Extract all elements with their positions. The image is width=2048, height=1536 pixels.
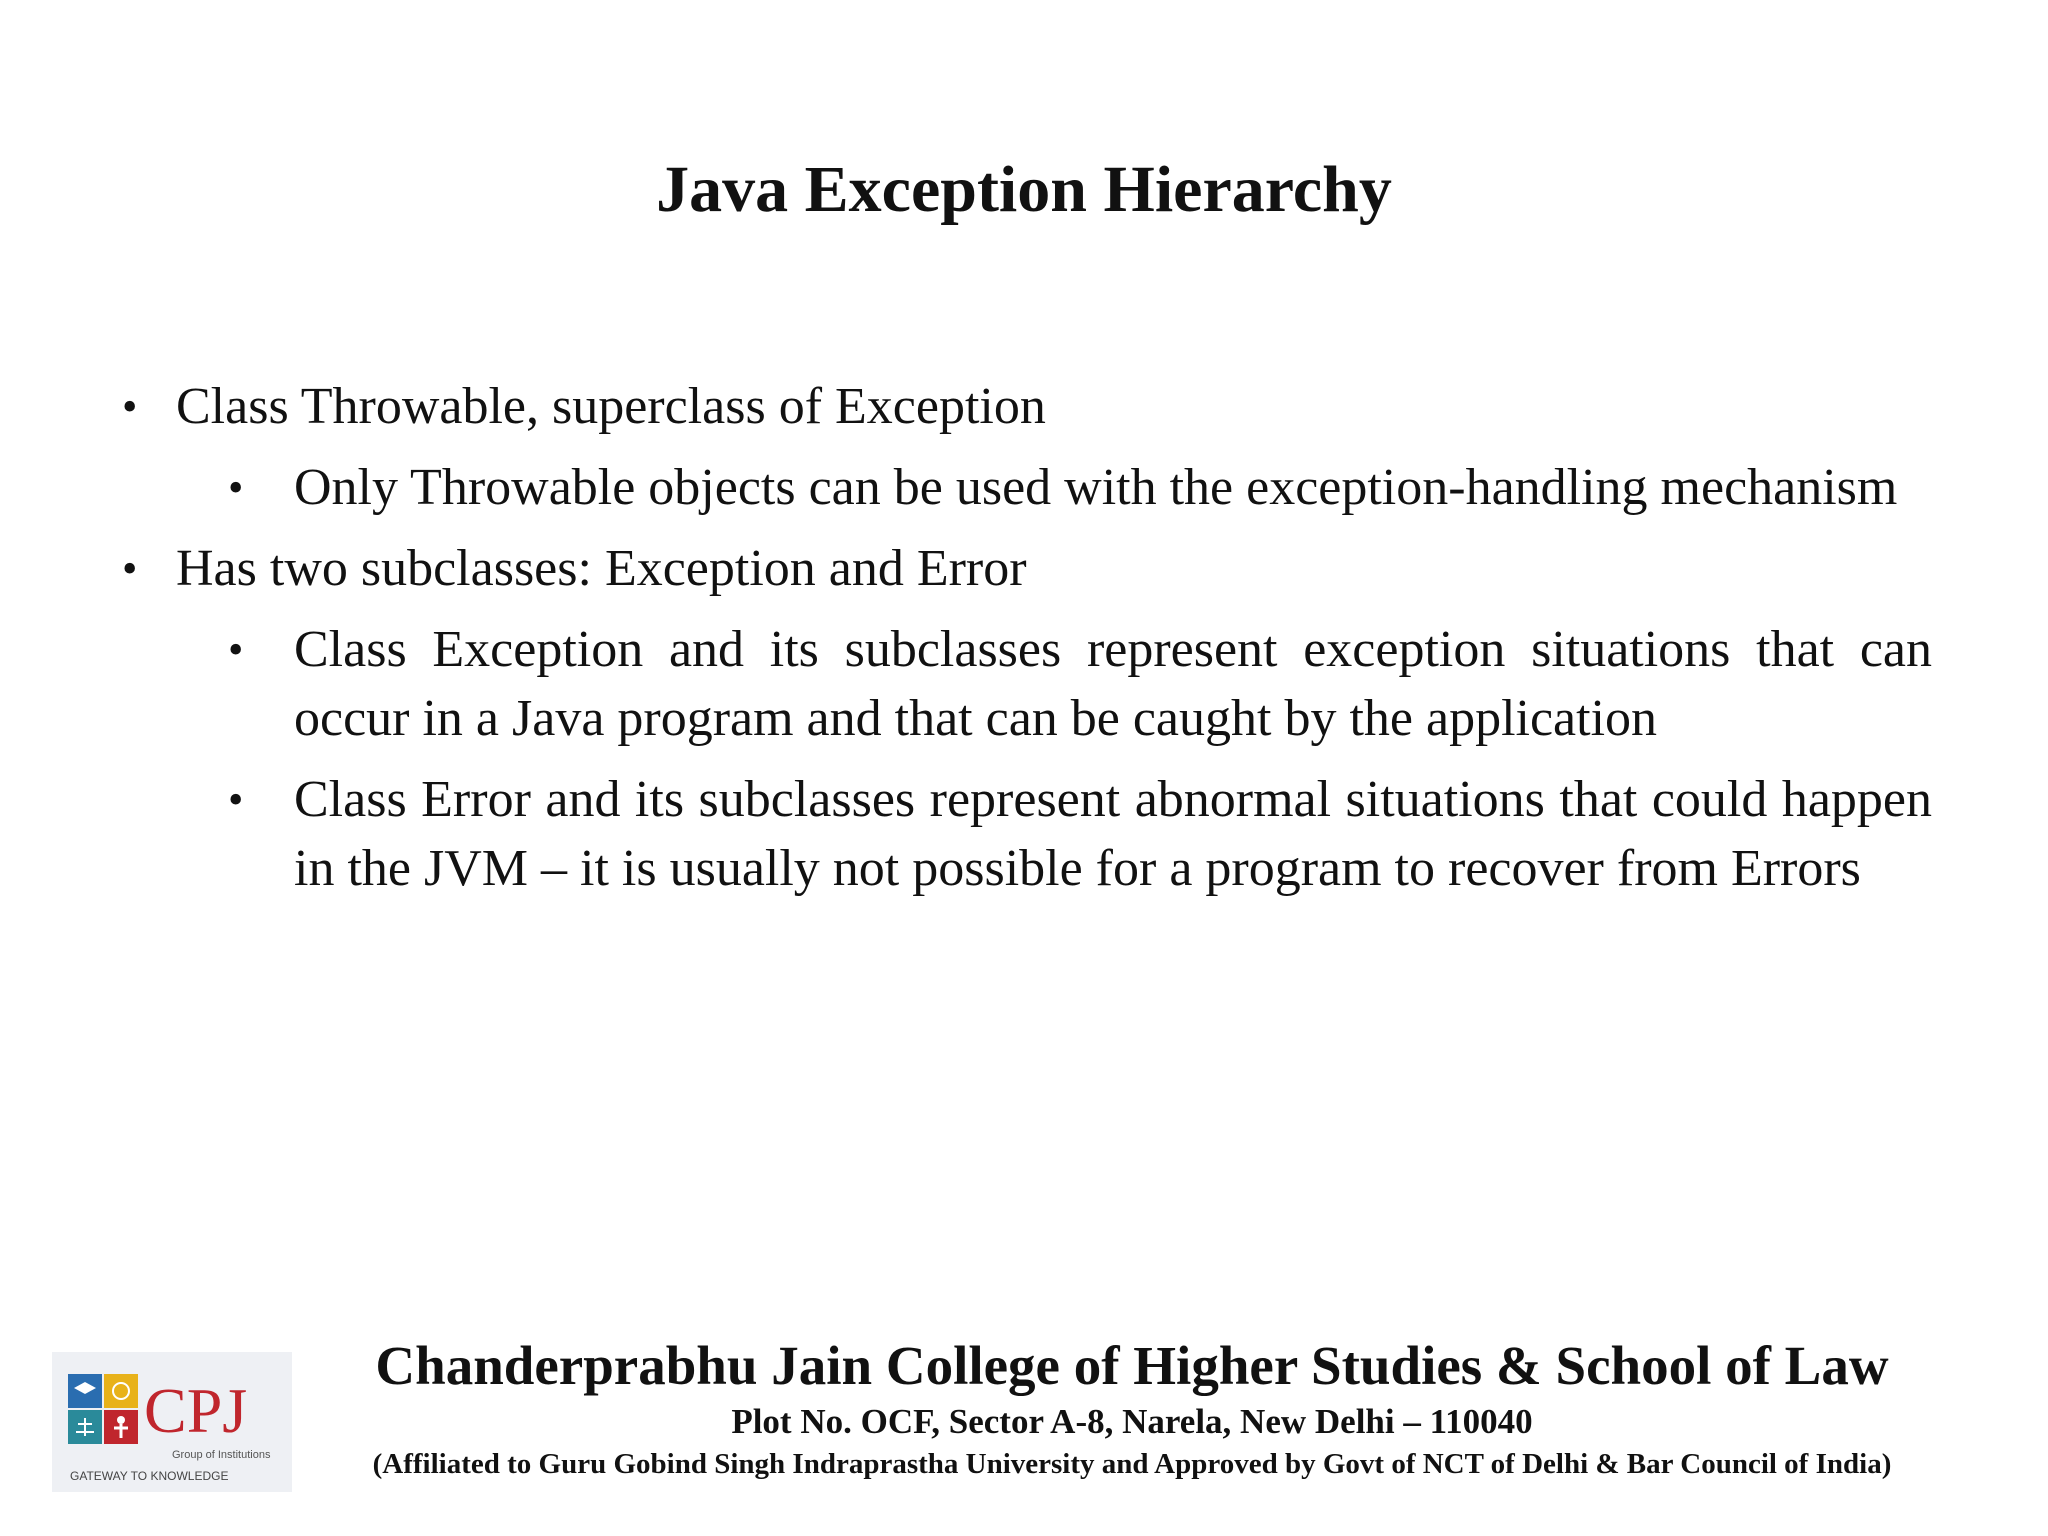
sub-bullet-item [120,453,1932,522]
footer [0,1320,2048,1536]
bullet-dot: • [228,463,244,512]
logo-subtitle: Group of Institutions [172,1449,271,1461]
bullet-dot: • [228,775,244,824]
slide-title: Java Exception Hierarchy [656,153,1392,226]
college-name: Chanderprabhu Jain College of Higher Studies & School of Law [375,1335,1889,1396]
logo-initials: CPJ [144,1375,248,1446]
bullet-dot: • [122,382,138,431]
sub-bullet-text: Class Exception and its subclasses represent exception situations that can occur in a Java program and that can be caught by the application [294,621,1932,747]
sub-bullet-text: Class Error and its subclasses represent abnormal situations that could happen in the JVM – it is usually not possible for a program to recover from Errors [294,771,1932,897]
college-logo [52,1352,292,1492]
bullet-text: Class Throwable, superclass of Exception [176,378,1046,435]
bullet-item [120,534,1932,603]
bullet-dot: • [122,544,138,593]
logo-tagline: GATEWAY TO KNOWLEDGE [70,1469,229,1483]
college-affiliation: (Affiliated to Guru Gobind Singh Indraprastha University and Approved by Govt of NCT of Delhi & Bar Council of India) [372,1448,1892,1480]
bullet-item [120,372,1932,441]
footer-text-block [300,1332,1964,1484]
cpj-logo-icon [52,1352,292,1492]
sub-bullet-text: Only Throwable objects can be used with the exception-handling mechanism [294,459,1898,516]
bullet-dot: • [228,625,244,674]
sub-bullet-item [120,765,1932,903]
sub-bullet-item [120,615,1932,753]
bullet-list [120,372,1932,915]
bullet-text: Has two subclasses: Exception and Error [176,540,1027,597]
college-address: Plot No. OCF, Sector A-8, Narela, New Delhi – 110040 [731,1402,1533,1441]
